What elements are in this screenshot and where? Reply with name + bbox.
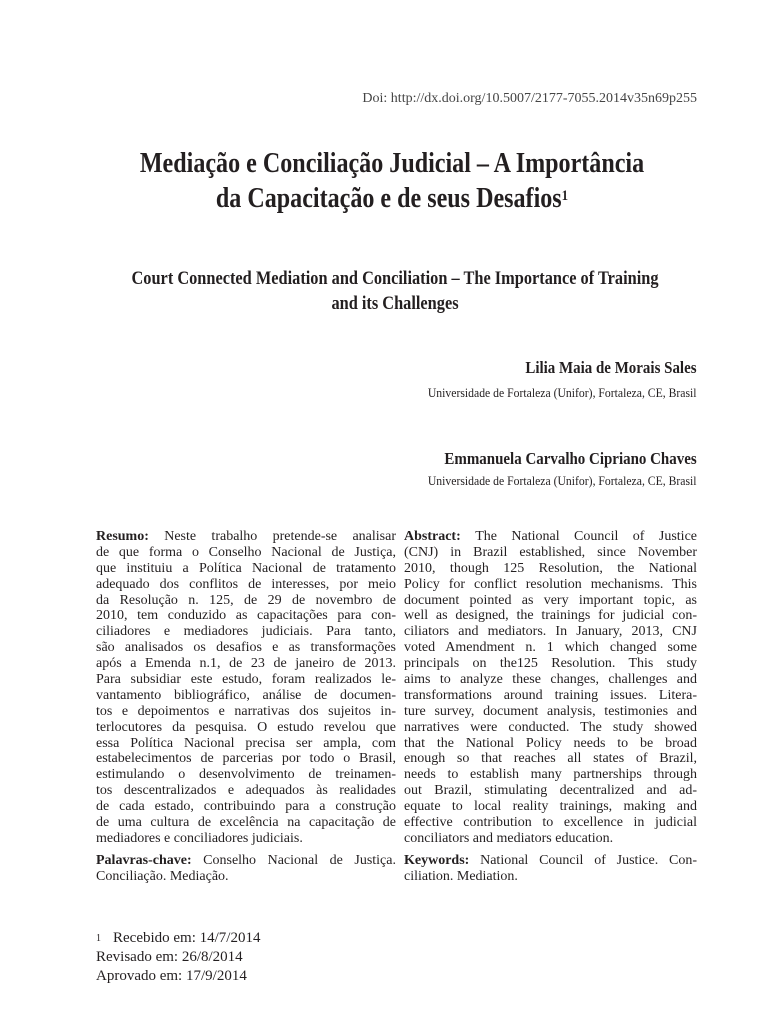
author-name-1: Lilia Maia de Morais Sales (525, 358, 697, 377)
article-title (106, 146, 677, 216)
abstract-line: narratives were conducted. The study showed (404, 719, 697, 735)
abstract-line: conciliators and mediators education. (404, 830, 614, 846)
title-line-1: Mediação e Conciliação Judicial – A Importância (139, 148, 645, 179)
resumo-line: de que forma o Conselho Nacional de Justiça, (96, 544, 396, 560)
doi-link[interactable]: Doi: http://dx.doi.org/10.5007/2177-7055.2014v35n69p255 (362, 91, 697, 106)
footnote (96, 929, 260, 986)
abstract-keywords-line: Keywords: National Council of Justice. Con- (404, 852, 698, 868)
abstract-line: transformations around training issues. Litera- (404, 687, 697, 703)
footnote-received (96, 929, 260, 948)
resumo-line: 2010, tem conduzido as capacitações para con- (96, 608, 396, 624)
resumo-body (96, 529, 396, 847)
resumo-line: vantamento bibliográfico, análise de documen- (96, 687, 396, 703)
resumo-line: tos descentralizados e adequados às realidades (96, 783, 396, 799)
abstract-line: out Brazil, stimulating decentralized and ad- (404, 783, 697, 799)
footnote-revised: Revisado em: 26/8/2014 (96, 949, 243, 965)
abstract-line: needs to establish many partnerships through (404, 767, 697, 783)
resumo-line: mediadores e conciliadores judiciais. (96, 830, 303, 846)
resumo-line: são analisados os desafios e as transformações (96, 640, 396, 656)
abstract-line: ture survey, document analysis, testimonies and (404, 703, 697, 719)
resumo-line: tos e depoimentos e narrativas dos sujeitos in- (96, 703, 396, 719)
abstract-line: aims to analyze these changes, challenges and (404, 672, 697, 688)
abstract-keywords-line: ciliation. Mediation. (404, 868, 518, 884)
resumo-keywords-line: Palavras-chave: Conselho Nacional de Justiça. (96, 852, 396, 868)
resumo-label: Resumo: (96, 529, 165, 544)
resumo-line: estabelecimentos de parcerias por todo o Brasil, (96, 751, 396, 767)
abstract-body (404, 529, 697, 847)
resumo-line: ciliadores e mediadores judiciais. Para tanto, (96, 624, 396, 640)
resumo-line: que instituiu a Política Nacional de tratamento (96, 560, 396, 576)
resumo-line: da Resolução n. 125, de 29 de novembro de (96, 592, 396, 608)
article-subtitle (90, 266, 701, 316)
title-line-2-text: da Capacitação e de seus Desafios (215, 183, 562, 214)
abstract-line: enough so that reaches all states of Brazil, (404, 751, 697, 767)
abstract-label: Abstract: (404, 529, 476, 544)
resumo-keywords-line: Conciliação. Mediação. (96, 868, 229, 884)
resumo-line: de uma cultura de excelência na capacitação de (96, 815, 396, 831)
subtitle-line-2: and its Challenges (331, 293, 459, 314)
abstract-line: effective contribution to excellence in judicial (404, 815, 697, 831)
author-affiliation-1: Universidade de Fortaleza (Unifor), Fortaleza, CE, Brasil (428, 385, 697, 400)
author-affiliation-2: Universidade de Fortaleza (Unifor), Fortaleza, CE, Brasil (428, 473, 697, 488)
abstract-line: principals on the125 Resolution. This study (404, 656, 697, 672)
abstract-line: ciliators and mediators. In January, 2013, CNJ (404, 624, 697, 640)
abstract-column (404, 529, 697, 885)
abstract-line: 2010, though 125 Resolution, the National (404, 560, 697, 576)
abstract-line: that the National Policy needs to be broad (404, 735, 697, 751)
resumo-line: adequado dos conflitos de interesses, por meio (96, 576, 396, 592)
abstract-line: document pointed as very important topic, as (404, 592, 697, 608)
abstract-line: voted Amendment n. 1 which changed some (404, 640, 697, 656)
abstract-line: Abstract: The National Council of Justice (404, 529, 697, 544)
palavras-chave (96, 853, 396, 885)
title-line-2 (106, 181, 677, 216)
resumo-keywords-label: Palavras-chave: (96, 852, 204, 868)
keywords (404, 853, 697, 885)
subtitle-line-1: Court Connected Mediation and Conciliation – The Importance of Training (131, 268, 659, 289)
resumo-line: essa Política Nacional precisa ser ampla, com (96, 735, 396, 751)
resumo-line: Resumo: Neste trabalho pretende-se analisar (96, 529, 396, 544)
resumo-column (96, 529, 396, 885)
resumo-line: terlocutores da pesquisa. O estudo revelou que (96, 719, 396, 735)
footnote-mark: 1 (96, 933, 101, 944)
resumo-line: Para subsidiar este estudo, foram realizados le- (96, 672, 396, 688)
abstract-line: (CNJ) in Brazil established, since November (404, 544, 697, 560)
resumo-line: de cada estado, contribuindo para a construção (96, 799, 396, 815)
author-name-2: Emmanuela Carvalho Cipriano Chaves (444, 449, 697, 468)
abstract-keywords-label: Keywords: (404, 852, 481, 868)
title-footnote-mark: 1 (561, 188, 569, 204)
resumo-line: após a Emenda n.1, de 23 de janeiro de 2013. (96, 656, 396, 672)
abstract-line: Policy for conflict resolution mechanisms. This (404, 576, 697, 592)
footnote-approved: Aprovado em: 17/9/2014 (96, 968, 247, 984)
resumo-line: estimulando o desenvolvimento de treinamen- (96, 767, 396, 783)
abstract-line: well as designed, the trainings for judicial con- (404, 608, 697, 624)
abstract-line: equate to local reality trainings, making and (404, 799, 697, 815)
received-date: Recebido em: 14/7/2014 (113, 930, 261, 946)
